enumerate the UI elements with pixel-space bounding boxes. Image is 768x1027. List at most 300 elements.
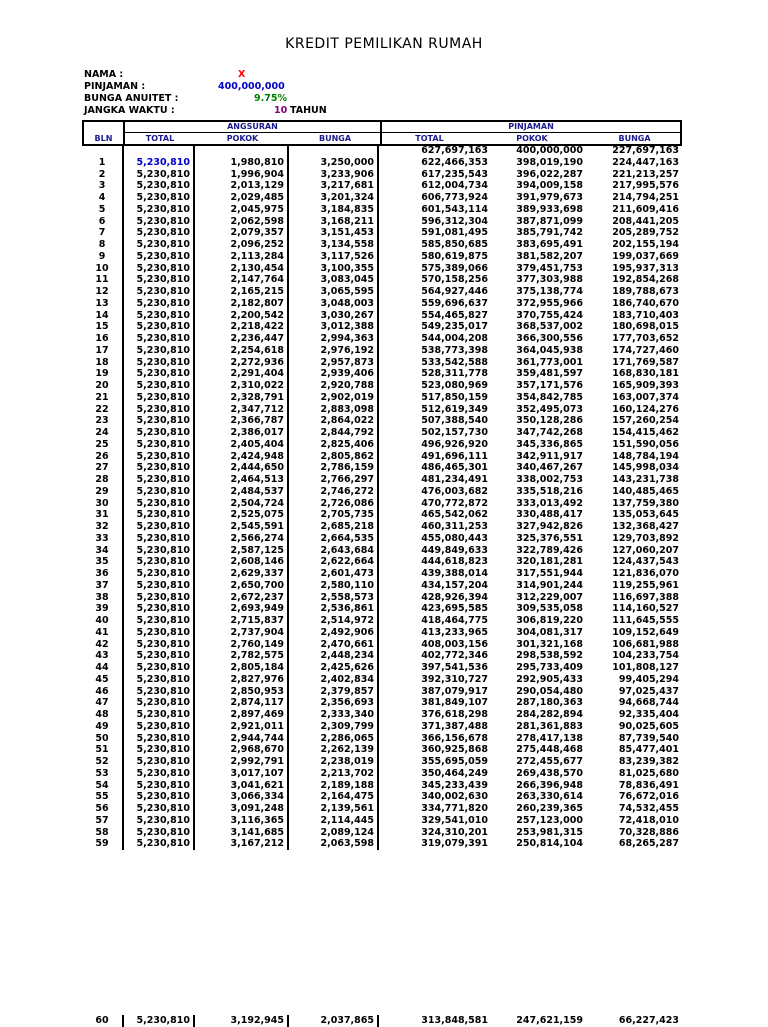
table-row: [82, 592, 682, 604]
cell-angsuran-total: 5,230,810: [123, 744, 194, 756]
cell-angsuran-bunga: 3,233,906: [288, 169, 378, 181]
cell-bln: 58: [95, 826, 109, 838]
cell-pinjaman-total: 408,003,156: [378, 639, 491, 651]
cell-pinjaman-total: 392,310,727: [378, 674, 491, 686]
cell-pinjaman-total: 507,388,540: [378, 415, 491, 427]
cell-pinjaman-total: 523,080,969: [378, 380, 491, 392]
cell-pinjaman-pokok: 333,013,492: [516, 497, 583, 509]
table-row: [82, 697, 682, 709]
table-row: [82, 415, 682, 427]
table-row: [82, 639, 682, 651]
cell-angsuran-bunga: 2,685,218: [288, 521, 378, 533]
cell-bln: 23: [95, 415, 109, 427]
cell-pinjaman-total: 376,618,298: [378, 709, 491, 721]
bunga-header: BUNGA: [318, 134, 352, 143]
cell-angsuran-total: 5,230,810: [123, 580, 194, 592]
jangka-label: JANGKA WAKTU :: [84, 105, 175, 116]
table-row: [82, 298, 682, 310]
cell-pinjaman-bunga: 192,854,268: [612, 274, 679, 286]
cell-pinjaman-bunga: 205,289,752: [612, 227, 679, 239]
cell-angsuran-bunga: 2,514,972: [288, 615, 378, 627]
cell-angsuran-pokok: 2,827,976: [194, 674, 288, 686]
cell-pinjaman-bunga: 127,060,207: [612, 544, 679, 556]
cell-pinjaman-bunga: 214,794,251: [612, 192, 679, 203]
table-row: [82, 615, 682, 627]
cell-angsuran-pokok: [194, 145, 288, 157]
cell-pinjaman-bunga: 94,668,744: [618, 697, 679, 709]
cell-pinjaman-total: 627,697,163: [378, 145, 491, 157]
total-header: TOTAL: [145, 134, 175, 143]
cell-angsuran-pokok: 2,782,575: [194, 650, 288, 662]
cell-pinjaman-pokok: 345,336,865: [516, 438, 583, 450]
cell-pinjaman-bunga: 157,260,254: [612, 415, 679, 427]
cell-pinjaman-bunga: 224,447,163: [612, 156, 679, 168]
cell-bln: 52: [95, 756, 109, 767]
cell-pinjaman-total: 423,695,585: [378, 603, 491, 615]
cell-bln: 29: [95, 485, 109, 497]
nama-label: NAMA :: [84, 69, 124, 80]
cell-pinjaman-pokok: 284,282,894: [516, 709, 583, 720]
cell-angsuran-pokok: 3,167,212: [194, 838, 288, 850]
cell-pinjaman-total: 570,158,256: [378, 274, 491, 286]
table-row: [82, 180, 682, 192]
cell-angsuran-bunga: 2,883,098: [288, 404, 378, 416]
cell-bln: 41: [95, 626, 109, 638]
cell-bln: 8: [98, 239, 106, 250]
cell-angsuran-bunga: 2,309,799: [288, 721, 378, 733]
table-row: [82, 357, 682, 369]
cell-angsuran-pokok: 2,693,949: [194, 603, 288, 615]
cell-angsuran-pokok: 2,424,948: [194, 451, 288, 463]
table-row: [82, 556, 682, 568]
cell-pinjaman-total: 612,004,734: [378, 180, 491, 192]
cell-angsuran-bunga: 2,402,834: [288, 674, 378, 686]
table-row: [82, 310, 682, 322]
cell-angsuran-pokok: 2,545,591: [194, 521, 288, 533]
cell-pinjaman-pokok: 317,551,944: [516, 568, 583, 579]
cell-angsuran-bunga: 2,063,598: [288, 838, 378, 850]
cell-angsuran-pokok: 2,386,017: [194, 427, 288, 439]
cell-angsuran-bunga: 2,601,473: [288, 568, 378, 580]
cell-pinjaman-pokok: 389,933,698: [516, 203, 583, 215]
cell-angsuran-total: 5,230,810: [123, 239, 194, 251]
cell-pinjaman-bunga: 116,697,388: [612, 591, 679, 603]
cell-bln: 6: [98, 215, 106, 227]
cell-angsuran-pokok: 2,484,537: [194, 486, 288, 498]
cell-pinjaman-total: 324,310,201: [378, 827, 491, 839]
cell-bln: 7: [98, 227, 106, 239]
cell-bln: 54: [95, 779, 109, 791]
cell-pinjaman-total: 601,543,114: [378, 204, 491, 216]
cell-pinjaman-pokok: 364,045,938: [516, 344, 583, 356]
cell-angsuran-bunga: 2,114,445: [288, 815, 378, 827]
cell-pinjaman-pokok: 377,303,988: [516, 274, 583, 286]
cell-pinjaman-pokok: 396,022,287: [516, 168, 583, 180]
cell-pinjaman-bunga: 143,231,738: [612, 474, 679, 485]
cell-pinjaman-bunga: 174,727,460: [612, 344, 679, 356]
cell-angsuran-pokok: 2,347,712: [194, 404, 288, 416]
cell-pinjaman-pokok: 325,376,551: [516, 532, 583, 544]
cell-pinjaman-pokok: 295,733,409: [516, 662, 583, 673]
cell-angsuran-bunga: 2,536,861: [288, 603, 378, 615]
cell-pinjaman-total: 496,926,920: [378, 439, 491, 451]
cell-pinjaman-pokok: 314,901,244: [516, 579, 583, 591]
table-row: [82, 427, 682, 439]
cell-angsuran-total: 5,230,810: [123, 709, 194, 721]
cell-angsuran-bunga: 2,786,159: [288, 462, 378, 474]
cell-angsuran-bunga: 2,379,857: [288, 686, 378, 698]
cell-angsuran-bunga: 2,189,188: [288, 780, 378, 792]
cell-bln: 27: [95, 462, 109, 474]
cell-bln: 57: [95, 814, 109, 826]
table-row: [82, 368, 682, 380]
cell-pinjaman-total: 413,233,965: [378, 627, 491, 639]
cell-pinjaman-pokok: 381,582,207: [516, 250, 583, 262]
cell-pinjaman-bunga: 154,415,462: [612, 427, 679, 438]
table-row: [82, 204, 682, 216]
table-row: [82, 709, 682, 721]
table-row: [82, 756, 682, 768]
cell-pinjaman-total: 622,466,353: [378, 157, 491, 169]
cell-pinjaman-pokok: 281,361,883: [516, 720, 583, 732]
cell-pinjaman-total: 564,927,446: [378, 286, 491, 298]
cell-pinjaman-bunga: 148,784,194: [612, 450, 679, 462]
cell-pinjaman-bunga: 145,998,034: [612, 462, 679, 474]
cell-bln: 43: [95, 650, 109, 662]
cell-pinjaman-pokok: 366,300,556: [516, 333, 583, 344]
cell-angsuran-bunga: 2,920,788: [288, 380, 378, 392]
table-row: [82, 521, 682, 533]
table-row: [82, 263, 682, 275]
table-row: [82, 404, 682, 416]
cell-pinjaman-bunga: 140,485,465: [612, 485, 679, 497]
cell-pinjaman-pokok: 320,181,281: [516, 556, 583, 568]
cell-bln: 48: [95, 709, 109, 720]
cell-pinjaman-bunga: 163,007,374: [612, 391, 679, 403]
cell-angsuran-pokok: 2,182,807: [194, 298, 288, 310]
cell-angsuran-bunga: 3,030,267: [288, 310, 378, 322]
cell-angsuran-pokok: 2,200,542: [194, 310, 288, 322]
table-row: [82, 545, 682, 557]
cell-angsuran-total: 5,230,810: [123, 509, 194, 521]
cell-pinjaman-pokok: 370,755,424: [516, 309, 583, 321]
cell-pinjaman-total: 366,156,678: [378, 733, 491, 745]
cell-pinjaman-total: 486,465,301: [378, 462, 491, 474]
cell-angsuran-total: 5,230,810: [123, 615, 194, 627]
table-row: [82, 486, 682, 498]
cell-bln: 17: [95, 344, 109, 356]
table-row: [82, 533, 682, 545]
cell-bln: 13: [95, 297, 109, 309]
cell-pinjaman-bunga: 119,255,961: [612, 579, 679, 591]
cell-bln: 59: [95, 838, 109, 850]
cell-pinjaman-bunga: 121,836,070: [612, 568, 679, 579]
cell-bln: 1: [98, 156, 106, 168]
cell-angsuran-total: 5,230,810: [123, 838, 194, 850]
cell-angsuran-pokok: 2,013,129: [194, 180, 288, 192]
cell-pinjaman-bunga: 171,769,587: [612, 356, 679, 368]
cell-pinjaman-total: 554,465,827: [378, 310, 491, 322]
cell-angsuran-pokok: 2,897,469: [194, 709, 288, 721]
cell-angsuran-bunga: 3,134,558: [288, 239, 378, 251]
cell-angsuran-pokok: 2,366,787: [194, 415, 288, 427]
cell-angsuran-pokok: 3,017,107: [194, 768, 288, 780]
jangka-value: 10: [274, 105, 288, 116]
cell-angsuran-total: 5,230,810: [123, 180, 194, 192]
cell-bln: 15: [95, 321, 109, 333]
cell-pinjaman-pokok: 379,451,753: [516, 262, 583, 274]
cell-pinjaman-total: 517,850,159: [378, 392, 491, 404]
total2-header: TOTAL: [415, 134, 444, 143]
cell-pinjaman-total: 397,541,536: [378, 662, 491, 674]
cell-bln: 26: [95, 450, 109, 462]
cell-bln: 19: [95, 368, 109, 380]
cell-bln: 25: [95, 438, 109, 450]
table-row: [82, 815, 682, 827]
cell-pinjaman-total: 428,926,394: [378, 592, 491, 604]
cell-angsuran-bunga: 3,083,045: [288, 274, 378, 286]
cell-pinjaman-pokok: 354,842,785: [516, 391, 583, 403]
bunga2-header: BUNGA: [618, 134, 651, 143]
cell-pinjaman-pokok: 247,621,159: [516, 1015, 583, 1026]
nama-value: X: [238, 69, 246, 80]
cell-bln: 22: [95, 403, 109, 415]
cell-angsuran-bunga: 3,201,324: [288, 192, 378, 204]
cell-pinjaman-pokok: 278,417,138: [516, 732, 583, 744]
table-row: [82, 451, 682, 463]
cell-angsuran-total: 5,230,810: [123, 216, 194, 228]
cell-pinjaman-bunga: 97,025,437: [618, 685, 679, 697]
cell-angsuran-total: 5,230,810: [123, 251, 194, 263]
bln-header: BLN: [94, 134, 113, 143]
cell-angsuran-bunga: 2,333,340: [288, 709, 378, 721]
cell-pinjaman-total: 355,695,059: [378, 756, 491, 768]
cell-angsuran-bunga: 2,089,124: [288, 827, 378, 839]
cell-pinjaman-total: 481,234,491: [378, 474, 491, 486]
cell-pinjaman-total: 606,773,924: [378, 192, 491, 204]
cell-angsuran-total: 5,230,810: [123, 568, 194, 580]
table-row: [82, 733, 682, 745]
cell-bln: 20: [95, 380, 109, 391]
cell-pinjaman-bunga: 72,418,010: [618, 814, 679, 826]
cell-pinjaman-pokok: 387,871,099: [516, 215, 583, 227]
cell-pinjaman-pokok: 350,128,286: [516, 415, 583, 427]
cell-angsuran-pokok: 2,254,618: [194, 345, 288, 357]
table-row: [82, 227, 682, 239]
cell-pinjaman-total: 350,464,249: [378, 768, 491, 780]
cell-bln: 46: [95, 685, 109, 697]
cell-pinjaman-pokok: 327,942,826: [516, 521, 583, 532]
cell-angsuran-total: 5,230,810: [123, 286, 194, 298]
cell-pinjaman-bunga: 129,703,892: [612, 532, 679, 544]
cell-angsuran-pokok: 3,116,365: [194, 815, 288, 827]
cell-angsuran-total: 5,230,810: [123, 404, 194, 416]
table-row: [82, 157, 682, 169]
cell-pinjaman-bunga: 101,808,127: [612, 662, 679, 673]
table-row: [82, 462, 682, 474]
cell-bln: 4: [98, 192, 106, 203]
cell-pinjaman-bunga: 124,437,543: [612, 556, 679, 568]
cell-angsuran-bunga: 2,622,664: [288, 556, 378, 568]
cell-pinjaman-bunga: 104,233,754: [612, 650, 679, 662]
cell-angsuran-pokok: 2,029,485: [194, 192, 288, 204]
cell-angsuran-pokok: 2,218,422: [194, 321, 288, 333]
cell-bln: 5: [98, 203, 106, 215]
cell-pinjaman-total: 512,619,349: [378, 404, 491, 416]
cell-pinjaman-total: 434,157,204: [378, 580, 491, 592]
cell-pinjaman-total: 549,235,017: [378, 321, 491, 333]
cell-pinjaman-bunga: 189,788,673: [612, 286, 679, 297]
cell-angsuran-pokok: 2,113,284: [194, 251, 288, 263]
table-header: [82, 120, 682, 146]
cell-pinjaman-bunga: 135,053,645: [612, 509, 679, 521]
cell-angsuran-pokok: 2,079,357: [194, 227, 288, 239]
cell-bln: 35: [95, 556, 109, 568]
cell-pinjaman-total: 575,389,066: [378, 263, 491, 275]
cell-bln: 39: [95, 603, 109, 615]
cell-bln: 36: [95, 568, 109, 579]
cell-pinjaman-pokok: 352,495,073: [516, 403, 583, 415]
cell-angsuran-pokok: 2,444,650: [194, 462, 288, 474]
cell-angsuran-bunga: 2,976,192: [288, 345, 378, 357]
cell-pinjaman-bunga: 168,830,181: [612, 368, 679, 380]
cell-angsuran-bunga: 2,643,684: [288, 545, 378, 557]
cell-bln: 21: [95, 391, 109, 403]
cell-pinjaman-total: 585,850,685: [378, 239, 491, 251]
cell-pinjaman-pokok: 368,537,002: [516, 321, 583, 333]
cell-pinjaman-pokok: 342,911,917: [516, 450, 583, 462]
cell-pinjaman-bunga: 160,124,276: [612, 403, 679, 415]
cell-pinjaman-pokok: 322,789,426: [516, 544, 583, 556]
cell-pinjaman-bunga: 186,740,670: [612, 297, 679, 309]
table-row: [82, 721, 682, 733]
cell-angsuran-total: 5,230,810: [123, 803, 194, 815]
pinjaman-value: 400,000,000: [218, 81, 285, 92]
cell-pinjaman-total: 313,848,581: [378, 1015, 491, 1027]
cell-bln: 18: [95, 356, 109, 368]
cell-angsuran-total: 5,230,810: [123, 310, 194, 322]
table-row: [82, 674, 682, 686]
cell-angsuran-bunga: 2,580,110: [288, 580, 378, 592]
table-row: [82, 251, 682, 263]
cell-pinjaman-total: 455,080,443: [378, 533, 491, 545]
table-row: [82, 768, 682, 780]
cell-pinjaman-pokok: 260,239,365: [516, 803, 583, 814]
page-title: KREDIT PEMILIKAN RUMAH: [285, 36, 483, 52]
table-row: [82, 780, 682, 792]
cell-angsuran-bunga: 2,037,865: [288, 1015, 378, 1027]
cell-pinjaman-total: 329,541,010: [378, 815, 491, 827]
cell-pinjaman-total: 387,079,917: [378, 686, 491, 698]
cell-pinjaman-pokok: 272,455,677: [516, 756, 583, 767]
cell-angsuran-total: 5,230,810: [123, 780, 194, 792]
table-row: [82, 791, 682, 803]
table-row-footer: [82, 1015, 682, 1027]
cell-angsuran-bunga: 3,151,453: [288, 227, 378, 239]
cell-bln: 47: [95, 697, 109, 709]
cell-angsuran-total: 5,230,810: [123, 321, 194, 333]
cell-bln: 31: [95, 509, 109, 521]
cell-angsuran-pokok: 2,587,125: [194, 545, 288, 557]
cell-bln: 37: [95, 579, 109, 591]
cell-pinjaman-total: 460,311,253: [378, 521, 491, 533]
cell-pinjaman-bunga: 180,698,015: [612, 321, 679, 333]
cell-pinjaman-pokok: 385,791,742: [516, 227, 583, 239]
cell-angsuran-pokok: 2,672,237: [194, 592, 288, 604]
cell-pinjaman-pokok: 304,081,317: [516, 626, 583, 638]
cell-bln: 38: [95, 591, 109, 603]
cell-pinjaman-total: 319,079,391: [378, 838, 491, 850]
cell-angsuran-total: 5,230,810: [123, 768, 194, 780]
cell-angsuran-total: 5,230,810: [123, 263, 194, 275]
cell-angsuran-total: 5,230,810: [123, 498, 194, 510]
cell-pinjaman-total: 444,618,823: [378, 556, 491, 568]
cell-pinjaman-total: 596,312,304: [378, 216, 491, 228]
cell-angsuran-pokok: 2,147,764: [194, 274, 288, 286]
cell-angsuran-total: 5,230,810: [123, 368, 194, 380]
cell-pinjaman-total: 340,002,630: [378, 791, 491, 803]
amortization-table: [82, 145, 683, 850]
cell-angsuran-pokok: 2,062,598: [194, 216, 288, 228]
cell-pinjaman-pokok: 269,438,570: [516, 767, 583, 779]
cell-pinjaman-pokok: 340,467,267: [516, 462, 583, 474]
cell-angsuran-total: 5,230,810: [123, 815, 194, 827]
cell-bln: 2: [98, 168, 106, 180]
cell-angsuran-pokok: 3,066,334: [194, 791, 288, 803]
cell-angsuran-total: 5,230,810: [123, 345, 194, 357]
cell-angsuran-pokok: 2,992,791: [194, 756, 288, 768]
cell-pinjaman-pokok: 398,019,190: [516, 156, 583, 168]
table-row: [82, 216, 682, 228]
cell-pinjaman-bunga: 132,368,427: [612, 521, 679, 532]
cell-pinjaman-total: 449,849,633: [378, 545, 491, 557]
cell-angsuran-pokok: 2,715,837: [194, 615, 288, 627]
table-row: [82, 286, 682, 298]
cell-angsuran-pokok: 2,045,975: [194, 204, 288, 216]
cell-angsuran-bunga: 2,470,661: [288, 639, 378, 651]
cell-angsuran-bunga: 2,213,702: [288, 768, 378, 780]
table-row: [82, 650, 682, 662]
cell-angsuran-bunga: 2,902,019: [288, 392, 378, 404]
cell-angsuran-pokok: 2,629,337: [194, 568, 288, 580]
table-row: [82, 380, 682, 392]
cell-pinjaman-bunga: 208,441,205: [612, 215, 679, 227]
cell-bln: [82, 145, 123, 157]
table-row: [82, 274, 682, 286]
cell-pinjaman-pokok: 292,905,433: [516, 673, 583, 685]
table-row: [82, 662, 682, 674]
cell-angsuran-bunga: 3,012,388: [288, 321, 378, 333]
cell-pinjaman-pokok: 347,742,268: [516, 427, 583, 438]
cell-pinjaman-bunga: 137,759,380: [612, 497, 679, 509]
cell-angsuran-total: 5,230,810: [123, 169, 194, 181]
cell-angsuran-total: 5,230,810: [123, 451, 194, 463]
cell-bln: 12: [95, 286, 109, 297]
cell-angsuran-total: 5,230,810: [123, 686, 194, 698]
cell-pinjaman-bunga: 109,152,649: [612, 626, 679, 638]
cell-pinjaman-bunga: 76,672,016: [618, 791, 679, 803]
cell-angsuran-total: 5,230,810: [123, 521, 194, 533]
cell-bln: 14: [95, 309, 109, 321]
cell-pinjaman-total: 559,696,637: [378, 298, 491, 310]
pinjaman-label: PINJAMAN :: [84, 81, 146, 92]
table-row: [82, 580, 682, 592]
cell-angsuran-pokok: 2,737,904: [194, 627, 288, 639]
cell-angsuran-pokok: 2,525,075: [194, 509, 288, 521]
cell-pinjaman-total: 371,387,488: [378, 721, 491, 733]
cell-pinjaman-bunga: 92,335,404: [618, 709, 679, 720]
cell-pinjaman-bunga: 106,681,988: [612, 638, 679, 650]
